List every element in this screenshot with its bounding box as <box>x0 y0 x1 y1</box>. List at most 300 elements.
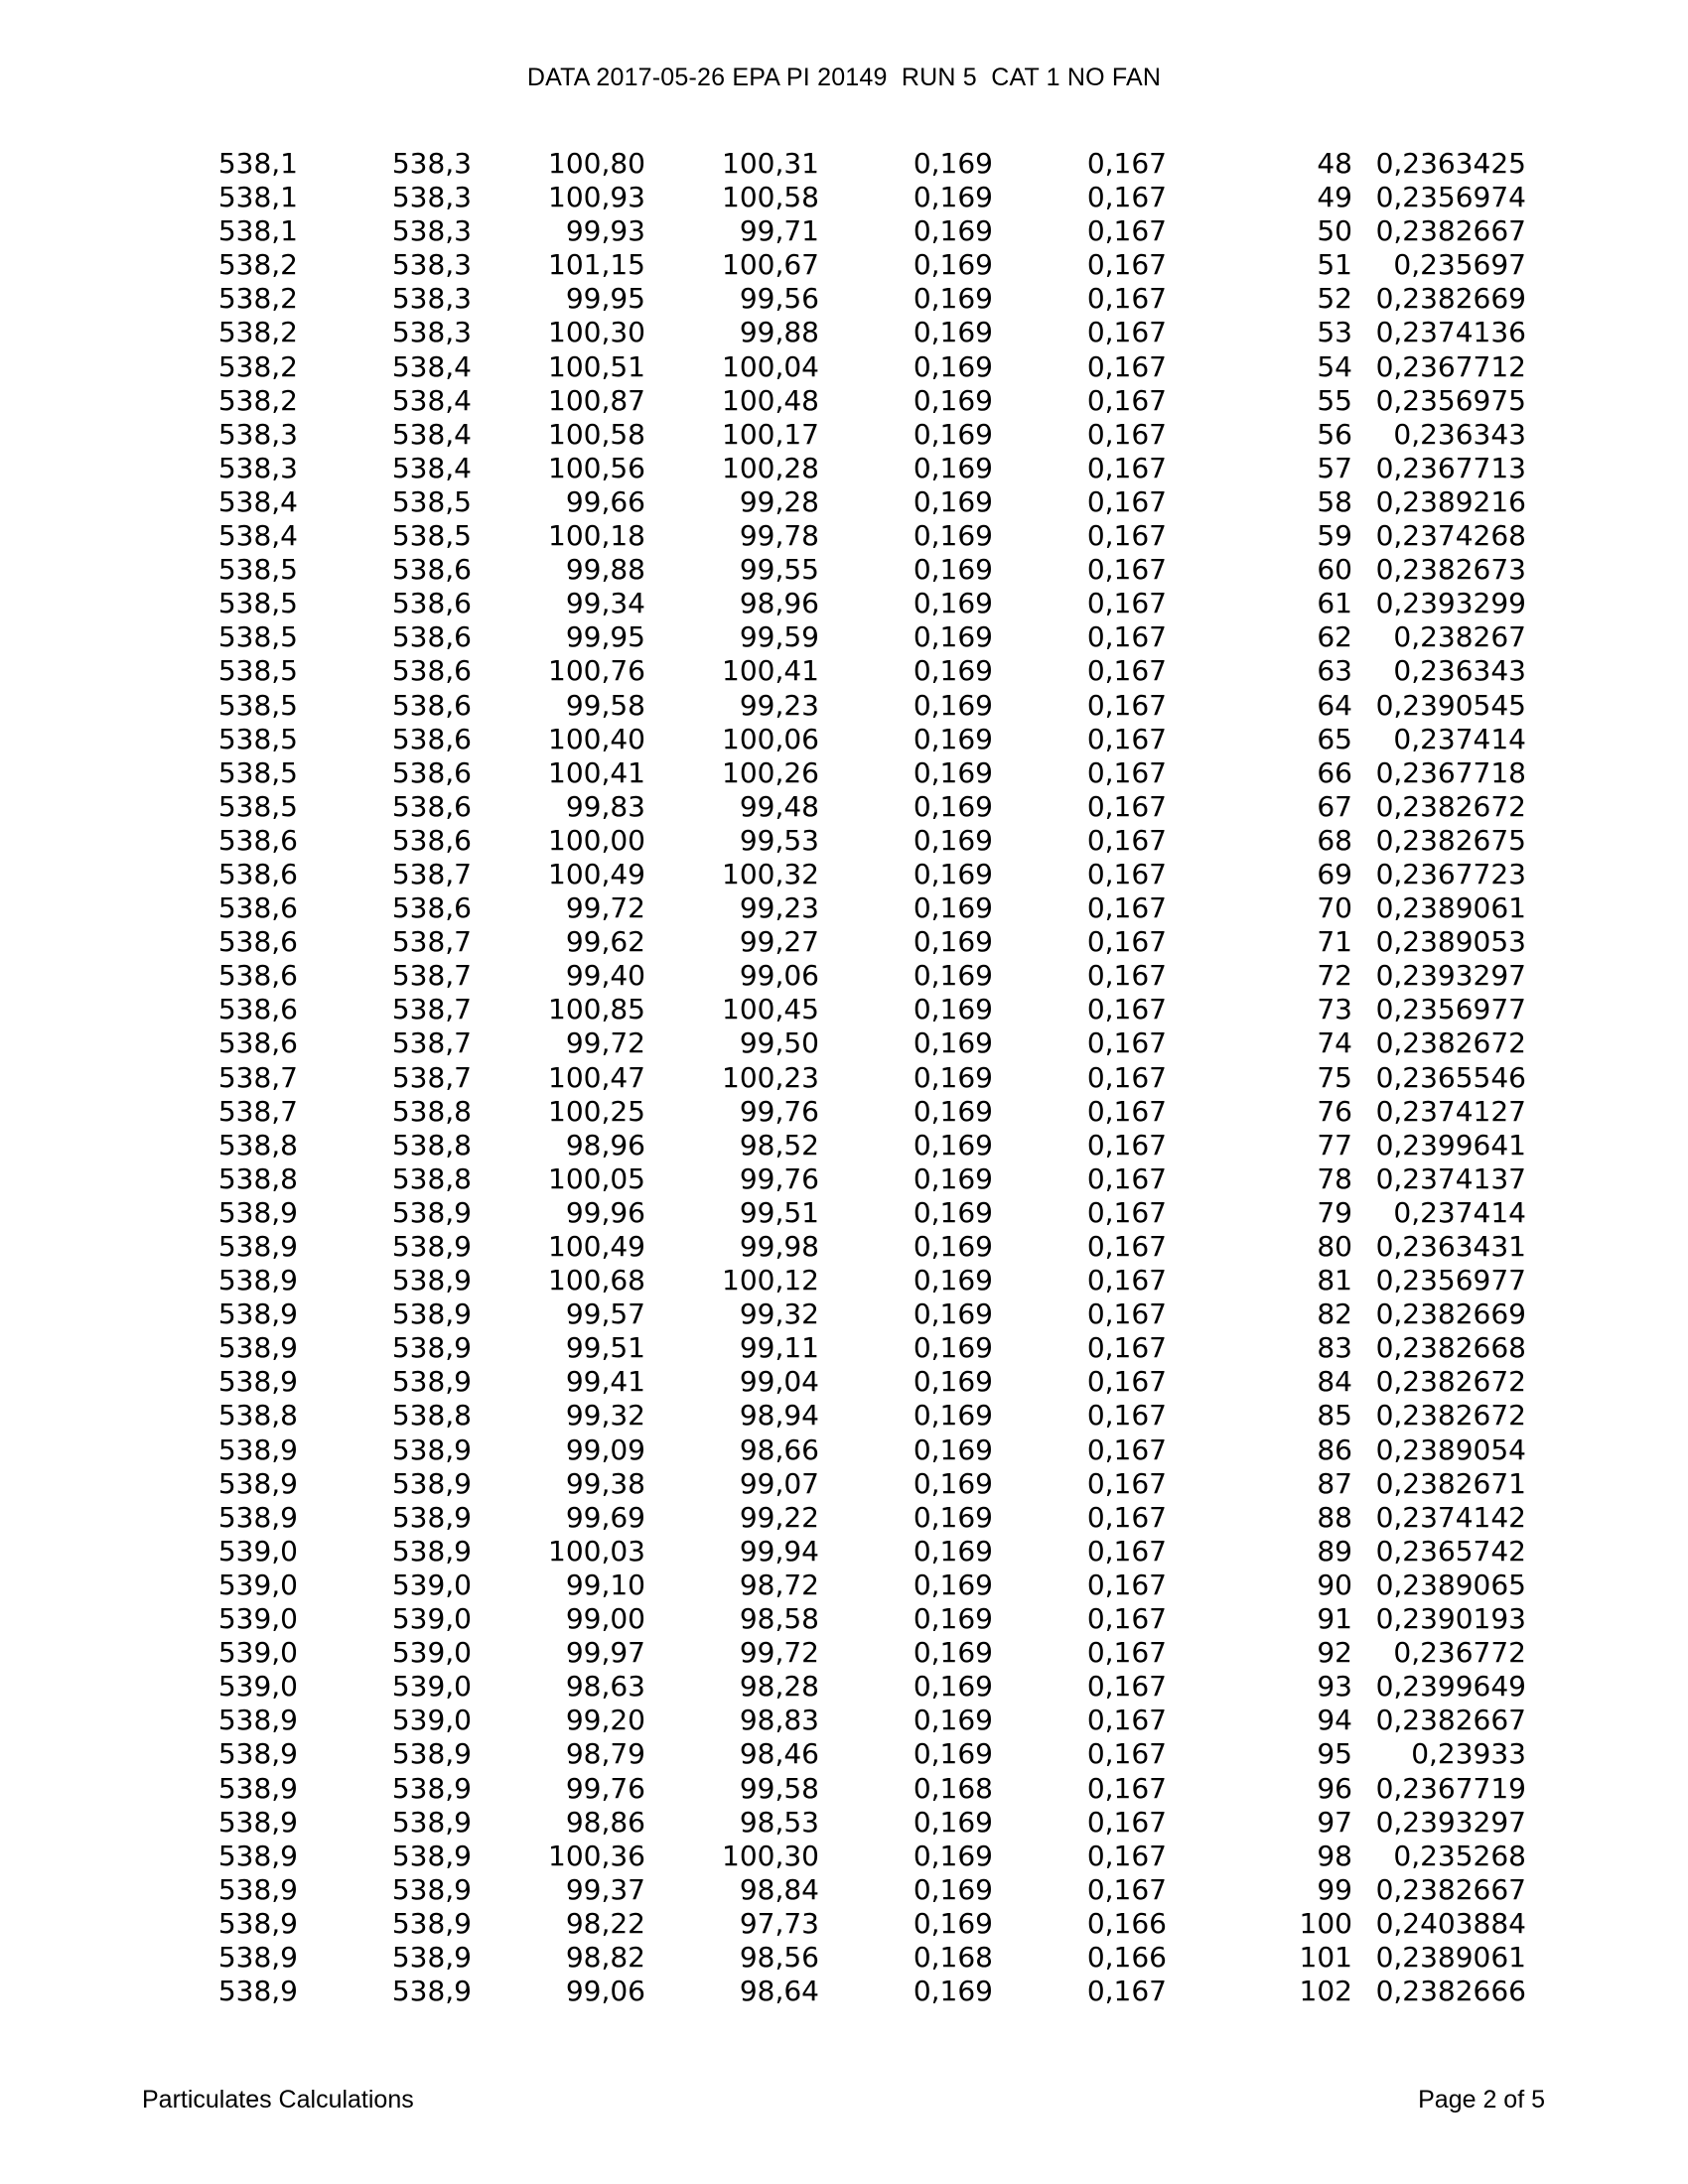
table-cell: 0,167 <box>1086 1704 1167 1737</box>
table-row <box>0 1433 1688 1467</box>
table-cell: 97,73 <box>739 1906 819 1940</box>
table-cell: 0,2374137 <box>1375 1161 1526 1195</box>
table-cell: 98,86 <box>565 1805 645 1839</box>
table-cell: 0,169 <box>913 1568 993 1601</box>
table-cell: 538,5 <box>391 484 472 518</box>
table-cell: 0,235268 <box>1393 1839 1526 1872</box>
table-cell: 100,30 <box>548 316 645 349</box>
table-cell: 99,23 <box>739 891 819 925</box>
table-cell: 0,169 <box>913 553 993 587</box>
table-cell: 100,48 <box>722 383 819 417</box>
table-cell: 538,4 <box>391 451 472 484</box>
table-row <box>0 891 1688 925</box>
table-cell: 0,2382675 <box>1375 823 1526 857</box>
table-cell: 538,9 <box>391 1297 472 1331</box>
table-cell: 0,169 <box>913 925 993 959</box>
table-cell: 538,9 <box>391 1331 472 1365</box>
table-cell: 0,169 <box>913 417 993 451</box>
table-cell: 0,167 <box>1086 1534 1167 1568</box>
data-table <box>0 147 1688 2008</box>
table-cell: 53 <box>1317 316 1352 349</box>
table-cell: 0,2382672 <box>1375 1399 1526 1433</box>
table-cell: 100,76 <box>548 654 645 688</box>
table-cell: 538,3 <box>391 248 472 282</box>
table-cell: 85 <box>1317 1399 1352 1433</box>
table-cell: 0,169 <box>913 1195 993 1229</box>
table-cell: 59 <box>1317 519 1352 553</box>
table-cell: 99,00 <box>565 1602 645 1636</box>
table-cell: 99,62 <box>565 925 645 959</box>
table-row <box>0 452 1688 485</box>
table-cell: 538,6 <box>217 1026 298 1060</box>
table-cell: 0,167 <box>1086 857 1167 890</box>
table-cell: 538,9 <box>217 1839 298 1872</box>
table-cell: 99,51 <box>739 1195 819 1229</box>
table-cell: 98,56 <box>739 1940 819 1974</box>
table-cell: 100,80 <box>548 147 645 180</box>
table-row <box>0 1331 1688 1365</box>
table-cell: 99,58 <box>565 688 645 722</box>
table-cell: 0,2382672 <box>1375 1026 1526 1060</box>
table-cell: 538,6 <box>217 959 298 993</box>
table-cell: 0,2389061 <box>1375 891 1526 925</box>
footer-document-name: Particulates Calculations <box>142 2086 414 2114</box>
table-cell: 98,58 <box>739 1602 819 1636</box>
table-cell: 0,169 <box>913 959 993 993</box>
table-cell: 0,2389216 <box>1375 484 1526 518</box>
table-cell: 0,169 <box>913 1500 993 1534</box>
table-cell: 538,9 <box>391 1737 472 1771</box>
table-cell: 0,2382672 <box>1375 789 1526 823</box>
table-cell: 99,09 <box>565 1433 645 1466</box>
table-cell: 0,167 <box>1086 214 1167 248</box>
table-cell: 538,6 <box>391 722 472 755</box>
table-cell: 99,69 <box>565 1500 645 1534</box>
table-cell: 538,7 <box>217 1060 298 1094</box>
table-cell: 55 <box>1317 383 1352 417</box>
table-cell: 98,82 <box>565 1940 645 1974</box>
table-row <box>0 1264 1688 1297</box>
table-cell: 0,169 <box>913 519 993 553</box>
table-cell: 99,66 <box>565 484 645 518</box>
table-cell: 99,48 <box>739 789 819 823</box>
table-cell: 0,169 <box>913 248 993 282</box>
table-cell: 538,4 <box>391 383 472 417</box>
table-cell: 0,2389065 <box>1375 1568 1526 1601</box>
table-cell: 0,169 <box>913 147 993 180</box>
table-cell: 0,238267 <box>1393 620 1526 654</box>
table-cell: 538,9 <box>391 1771 472 1805</box>
table-cell: 100,26 <box>722 755 819 789</box>
table-row <box>0 147 1688 181</box>
table-cell: 0,169 <box>913 181 993 214</box>
table-cell: 538,3 <box>391 214 472 248</box>
table-cell: 52 <box>1317 282 1352 316</box>
table-cell: 0,169 <box>913 620 993 654</box>
table-cell: 0,167 <box>1086 1839 1167 1872</box>
table-cell: 0,169 <box>913 1331 993 1365</box>
table-cell: 71 <box>1317 925 1352 959</box>
table-cell: 0,2356975 <box>1375 383 1526 417</box>
table-row <box>0 1670 1688 1704</box>
table-cell: 538,7 <box>391 993 472 1026</box>
table-cell: 99,27 <box>739 925 819 959</box>
table-cell: 538,4 <box>391 349 472 383</box>
table-cell: 98,46 <box>739 1737 819 1771</box>
table-cell: 538,6 <box>391 789 472 823</box>
table-row <box>0 858 1688 891</box>
table-cell: 0,237414 <box>1393 722 1526 755</box>
table-cell: 92 <box>1317 1636 1352 1670</box>
table-row <box>0 959 1688 993</box>
table-cell: 0,167 <box>1086 654 1167 688</box>
table-cell: 98,66 <box>739 1433 819 1466</box>
table-cell: 0,169 <box>913 1466 993 1500</box>
table-cell: 0,169 <box>913 383 993 417</box>
table-row <box>0 824 1688 858</box>
table-cell: 0,2367718 <box>1375 755 1526 789</box>
table-cell: 99,94 <box>739 1534 819 1568</box>
table-cell: 0,2393297 <box>1375 959 1526 993</box>
table-cell: 538,5 <box>217 553 298 587</box>
table-row <box>0 1569 1688 1602</box>
table-cell: 0,2365742 <box>1375 1534 1526 1568</box>
table-row <box>0 993 1688 1026</box>
table-cell: 100,06 <box>722 722 819 755</box>
table-cell: 99,71 <box>739 214 819 248</box>
table-cell: 99,93 <box>565 214 645 248</box>
table-cell: 0,169 <box>913 214 993 248</box>
table-cell: 538,8 <box>391 1161 472 1195</box>
table-cell: 100,28 <box>722 451 819 484</box>
table-cell: 538,3 <box>391 316 472 349</box>
table-cell: 538,6 <box>217 823 298 857</box>
table-cell: 538,9 <box>391 1940 472 1974</box>
table-cell: 0,167 <box>1086 789 1167 823</box>
table-cell: 0,167 <box>1086 1331 1167 1365</box>
table-cell: 538,4 <box>217 519 298 553</box>
table-cell: 0,2374127 <box>1375 1094 1526 1128</box>
table-row <box>0 1129 1688 1162</box>
table-cell: 100,45 <box>722 993 819 1026</box>
table-cell: 58 <box>1317 484 1352 518</box>
table-cell: 538,6 <box>391 587 472 620</box>
table-cell: 99,50 <box>739 1026 819 1060</box>
table-cell: 0,169 <box>913 688 993 722</box>
table-cell: 67 <box>1317 789 1352 823</box>
table-row <box>0 723 1688 756</box>
table-cell: 97 <box>1317 1805 1352 1839</box>
table-cell: 0,2382667 <box>1375 214 1526 248</box>
table-cell: 538,9 <box>391 1466 472 1500</box>
table-cell: 538,3 <box>217 417 298 451</box>
table-cell: 0,167 <box>1086 181 1167 214</box>
table-cell: 99,72 <box>565 1026 645 1060</box>
table-cell: 0,2399649 <box>1375 1670 1526 1704</box>
table-cell: 99,59 <box>739 620 819 654</box>
table-cell: 538,6 <box>391 654 472 688</box>
table-cell: 0,167 <box>1086 587 1167 620</box>
table-cell: 538,9 <box>217 1771 298 1805</box>
table-cell: 0,2356977 <box>1375 1264 1526 1297</box>
table-cell: 0,167 <box>1086 1060 1167 1094</box>
table-cell: 0,167 <box>1086 823 1167 857</box>
table-row <box>0 1772 1688 1806</box>
table-cell: 95 <box>1317 1737 1352 1771</box>
table-cell: 0,169 <box>913 1975 993 2008</box>
table-cell: 0,169 <box>913 823 993 857</box>
table-cell: 81 <box>1317 1264 1352 1297</box>
table-cell: 80 <box>1317 1230 1352 1263</box>
table-cell: 99,53 <box>739 823 819 857</box>
table-cell: 538,9 <box>217 1195 298 1229</box>
table-cell: 539,0 <box>391 1636 472 1670</box>
table-cell: 538,9 <box>217 1331 298 1365</box>
table-cell: 0,2374136 <box>1375 316 1526 349</box>
table-cell: 100,49 <box>548 1230 645 1263</box>
table-cell: 77 <box>1317 1128 1352 1161</box>
table-row <box>0 1297 1688 1331</box>
table-row <box>0 418 1688 452</box>
table-cell: 99,76 <box>739 1094 819 1128</box>
table-cell: 0,2374268 <box>1375 519 1526 553</box>
table-cell: 0,167 <box>1086 1399 1167 1433</box>
table-cell: 0,2356974 <box>1375 181 1526 214</box>
table-cell: 0,169 <box>913 1399 993 1433</box>
table-cell: 0,2389053 <box>1375 925 1526 959</box>
table-cell: 538,9 <box>391 1264 472 1297</box>
table-cell: 0,2382668 <box>1375 1331 1526 1365</box>
table-cell: 99,55 <box>739 553 819 587</box>
table-row <box>0 1061 1688 1095</box>
table-cell: 0,167 <box>1086 1771 1167 1805</box>
table-cell: 100,18 <box>548 519 645 553</box>
table-cell: 0,2382671 <box>1375 1466 1526 1500</box>
table-cell: 99,10 <box>565 1568 645 1601</box>
table-cell: 0,167 <box>1086 1433 1167 1466</box>
table-cell: 101,15 <box>548 248 645 282</box>
table-cell: 538,9 <box>391 1433 472 1466</box>
table-cell: 100,40 <box>548 722 645 755</box>
table-cell: 0,167 <box>1086 688 1167 722</box>
table-row <box>0 350 1688 384</box>
table-row <box>0 1467 1688 1501</box>
table-row <box>0 181 1688 214</box>
table-cell: 0,236343 <box>1393 417 1526 451</box>
table-cell: 100,17 <box>722 417 819 451</box>
table-cell: 538,8 <box>217 1399 298 1433</box>
table-cell: 538,7 <box>391 925 472 959</box>
table-cell: 51 <box>1317 248 1352 282</box>
table-cell: 99,04 <box>739 1365 819 1399</box>
table-cell: 538,8 <box>391 1128 472 1161</box>
table-row <box>0 1162 1688 1196</box>
table-cell: 539,0 <box>217 1670 298 1704</box>
table-cell: 99,76 <box>565 1771 645 1805</box>
table-cell: 100,68 <box>548 1264 645 1297</box>
table-cell: 0,169 <box>913 282 993 316</box>
table-cell: 538,1 <box>217 214 298 248</box>
table-cell: 61 <box>1317 587 1352 620</box>
table-cell: 76 <box>1317 1094 1352 1128</box>
table-cell: 538,7 <box>391 1060 472 1094</box>
table-cell: 0,167 <box>1086 282 1167 316</box>
table-row <box>0 925 1688 959</box>
table-cell: 0,2382669 <box>1375 1297 1526 1331</box>
table-cell: 83 <box>1317 1331 1352 1365</box>
table-cell: 538,3 <box>391 147 472 180</box>
table-cell: 539,0 <box>391 1704 472 1737</box>
table-cell: 100 <box>1299 1906 1352 1940</box>
table-cell: 538,7 <box>391 959 472 993</box>
table-cell: 99,88 <box>565 553 645 587</box>
table-cell: 538,2 <box>217 282 298 316</box>
table-cell: 64 <box>1317 688 1352 722</box>
table-cell: 101 <box>1299 1940 1352 1974</box>
table-cell: 538,5 <box>391 519 472 553</box>
table-cell: 538,6 <box>391 688 472 722</box>
table-cell: 100,04 <box>722 349 819 383</box>
table-cell: 538,5 <box>217 789 298 823</box>
table-cell: 0,169 <box>913 1839 993 1872</box>
table-cell: 538,9 <box>217 1940 298 1974</box>
table-cell: 539,0 <box>217 1636 298 1670</box>
table-cell: 538,6 <box>217 857 298 890</box>
table-cell: 539,0 <box>391 1568 472 1601</box>
table-cell: 98,64 <box>739 1975 819 2008</box>
table-cell: 100,36 <box>548 1839 645 1872</box>
table-cell: 0,169 <box>913 1602 993 1636</box>
table-row <box>0 1501 1688 1535</box>
table-cell: 0,2382673 <box>1375 553 1526 587</box>
table-cell: 98,22 <box>565 1906 645 1940</box>
table-cell: 0,167 <box>1086 1636 1167 1670</box>
table-cell: 538,6 <box>391 755 472 789</box>
table-cell: 0,167 <box>1086 1466 1167 1500</box>
table-cell: 538,7 <box>391 1026 472 1060</box>
table-cell: 538,5 <box>217 620 298 654</box>
table-cell: 538,3 <box>217 451 298 484</box>
table-cell: 538,6 <box>391 620 472 654</box>
table-cell: 538,5 <box>217 722 298 755</box>
table-cell: 0,2365546 <box>1375 1060 1526 1094</box>
table-cell: 539,0 <box>391 1670 472 1704</box>
table-cell: 0,167 <box>1086 1568 1167 1601</box>
table-cell: 99,51 <box>565 1331 645 1365</box>
table-cell: 99,32 <box>739 1297 819 1331</box>
table-cell: 72 <box>1317 959 1352 993</box>
table-cell: 0,167 <box>1086 553 1167 587</box>
table-row <box>0 1026 1688 1060</box>
table-cell: 100,67 <box>722 248 819 282</box>
table-cell: 538,8 <box>391 1094 472 1128</box>
table-cell: 538,8 <box>217 1161 298 1195</box>
table-cell: 538,6 <box>391 823 472 857</box>
table-cell: 0,169 <box>913 755 993 789</box>
table-cell: 57 <box>1317 451 1352 484</box>
table-cell: 538,5 <box>217 755 298 789</box>
table-cell: 0,2374142 <box>1375 1500 1526 1534</box>
table-cell: 0,167 <box>1086 147 1167 180</box>
table-cell: 539,0 <box>217 1534 298 1568</box>
table-row <box>0 1535 1688 1569</box>
table-cell: 98,96 <box>565 1128 645 1161</box>
table-cell: 99,58 <box>739 1771 819 1805</box>
table-cell: 538,9 <box>217 1297 298 1331</box>
table-cell: 538,5 <box>217 654 298 688</box>
table-cell: 75 <box>1317 1060 1352 1094</box>
table-cell: 0,167 <box>1086 383 1167 417</box>
table-cell: 0,167 <box>1086 451 1167 484</box>
table-cell: 99,07 <box>739 1466 819 1500</box>
table-cell: 0,167 <box>1086 248 1167 282</box>
table-cell: 74 <box>1317 1026 1352 1060</box>
table-cell: 66 <box>1317 755 1352 789</box>
table-cell: 98,28 <box>739 1670 819 1704</box>
table-cell: 538,9 <box>391 1365 472 1399</box>
table-cell: 89 <box>1317 1534 1352 1568</box>
table-cell: 0,2367713 <box>1375 451 1526 484</box>
table-cell: 50 <box>1317 214 1352 248</box>
table-cell: 0,2393297 <box>1375 1805 1526 1839</box>
table-cell: 538,6 <box>217 891 298 925</box>
table-row <box>0 1840 1688 1873</box>
table-cell: 73 <box>1317 993 1352 1026</box>
table-cell: 538,7 <box>391 857 472 890</box>
table-cell: 0,167 <box>1086 1264 1167 1297</box>
table-cell: 63 <box>1317 654 1352 688</box>
table-cell: 49 <box>1317 181 1352 214</box>
table-row <box>0 756 1688 790</box>
table-cell: 100,51 <box>548 349 645 383</box>
table-row <box>0 1399 1688 1433</box>
table-cell: 538,4 <box>391 417 472 451</box>
table-cell: 0,2403884 <box>1375 1906 1526 1940</box>
table-cell: 0,169 <box>913 1433 993 1466</box>
table-row <box>0 1196 1688 1230</box>
table-cell: 98,94 <box>739 1399 819 1433</box>
table-cell: 0,2399641 <box>1375 1128 1526 1161</box>
table-cell: 0,169 <box>913 789 993 823</box>
table-cell: 0,2367712 <box>1375 349 1526 383</box>
table-row <box>0 1873 1688 1907</box>
table-cell: 0,235697 <box>1393 248 1526 282</box>
table-cell: 538,6 <box>217 993 298 1026</box>
table-cell: 539,0 <box>391 1602 472 1636</box>
table-row <box>0 248 1688 282</box>
table-cell: 538,9 <box>217 1230 298 1263</box>
table-cell: 99,06 <box>739 959 819 993</box>
table-cell: 0,2367719 <box>1375 1771 1526 1805</box>
table-cell: 538,3 <box>391 181 472 214</box>
table-cell: 0,167 <box>1086 1737 1167 1771</box>
table-cell: 0,167 <box>1086 925 1167 959</box>
table-cell: 99,37 <box>565 1872 645 1906</box>
table-cell: 82 <box>1317 1297 1352 1331</box>
table-cell: 0,167 <box>1086 316 1167 349</box>
table-cell: 538,8 <box>391 1399 472 1433</box>
table-cell: 0,167 <box>1086 1805 1167 1839</box>
table-row <box>0 485 1688 519</box>
table-row <box>0 1975 1688 2008</box>
table-cell: 98 <box>1317 1839 1352 1872</box>
table-cell: 68 <box>1317 823 1352 857</box>
table-cell: 100,41 <box>722 654 819 688</box>
table-cell: 538,9 <box>391 1230 472 1263</box>
table-cell: 100,03 <box>548 1534 645 1568</box>
table-cell: 0,169 <box>913 484 993 518</box>
table-cell: 0,23933 <box>1411 1737 1526 1771</box>
